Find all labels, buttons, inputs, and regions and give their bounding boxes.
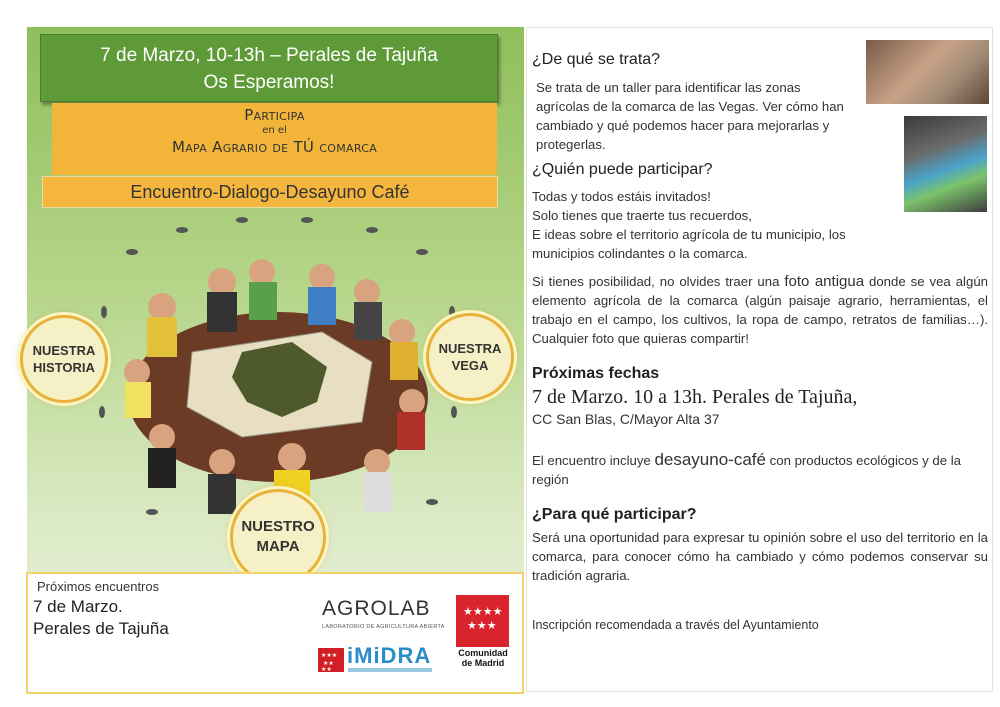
heading-proximas-fechas: Próximas fechas	[532, 365, 660, 382]
circle-nuestra-vega	[426, 313, 514, 401]
circle-vega-line2: VEGA	[451, 358, 489, 373]
next-meetings-label: Próximos encuentros	[37, 579, 160, 594]
date-banner	[40, 34, 498, 102]
next-meetings-place: Perales de Tajuña	[33, 619, 169, 638]
imidra-underline	[348, 668, 432, 672]
a2-line3: E ideas sobre el territorio agrícola de tu municipio, los	[532, 227, 846, 242]
svg-text:★★: ★★	[321, 666, 332, 672]
imidra-logo: iMiDRA	[347, 643, 432, 668]
agrolab-logo: AGROLAB	[322, 597, 431, 620]
madrid-flag-icon	[318, 648, 344, 672]
participa-line1: Participa	[244, 106, 305, 124]
participa-line2: en el	[262, 125, 287, 136]
text-de-que-se-trata	[536, 78, 866, 154]
heading-para-que-participar: ¿Para qué participar?	[532, 506, 697, 523]
svg-text:★★: ★★	[323, 660, 334, 667]
cm-line1: Comunidad	[458, 648, 508, 658]
agrolab-tagline: LABORATORIO DE AGRICULTURA ABIERTA	[322, 624, 445, 630]
text-foto-antigua	[532, 272, 988, 348]
inscripcion-note: Inscripción recomendada a través del Ayuntamiento	[532, 618, 819, 632]
comunidad-madrid-flag-icon	[456, 595, 509, 647]
workshop-photo-2	[904, 116, 987, 212]
circle-mapa-line2: MAPA	[256, 538, 300, 555]
a1-line1: Se trata de un taller para identificar las zonas	[536, 80, 801, 95]
circle-nuestro-mapa	[230, 489, 326, 585]
next-meetings-date: 7 de Marzo.	[33, 597, 123, 616]
event-date-line: 7 de Marzo, 10-13h – Perales de Tajuña	[100, 45, 438, 66]
a3-foto-antigua: foto antigua	[784, 273, 865, 290]
cm-line2: de Madrid	[461, 658, 505, 668]
circle-mapa-line1: NUESTRO	[241, 518, 315, 535]
a1-line3: cambiado y qué podemos hacer para mejorarlas y	[536, 118, 830, 133]
heading-de-que-se-trata: ¿De qué se trata?	[532, 51, 661, 68]
a1-line2: agrícolas de la comarca de las Vegas. Ver cómo han	[536, 99, 844, 114]
encuentro-banner: Encuentro-Dialogo-Desayuno Café	[42, 176, 498, 208]
a2-line1: Todas y todos estáis invitados!	[532, 189, 711, 204]
a1-line4: protegerlas.	[536, 137, 606, 152]
circle-nuestra-historia	[20, 315, 108, 403]
text-quien-puede-participar	[532, 187, 900, 263]
desayuno-cafe: desayuno-café	[654, 450, 766, 469]
svg-text:★★★: ★★★	[467, 619, 497, 632]
a2-line4: municipios colindantes o la comarca.	[532, 246, 748, 261]
a3-pre: Si tienes posibilidad, no olvides traer una	[532, 274, 780, 289]
heading-quien-puede-participar: ¿Quién puede participar?	[532, 161, 713, 178]
svg-text:★★★★: ★★★★	[463, 605, 503, 618]
desayuno-pre: El encuentro incluye	[532, 453, 651, 468]
event-address: CC San Blas, C/Mayor Alta 37	[532, 411, 720, 427]
a3-post: donde se vea algún elemento agrícola de la comarca (algún paisaje agrario, herramientas, el trabajo en el campo, los cultivos, la ropa de campo, retratos de familias…). Cualquier foto que quieras compartir!	[532, 274, 988, 346]
svg-text:★★★: ★★★	[321, 652, 338, 659]
participa-line3: Mapa Agrario de TÚ comarca	[171, 138, 378, 156]
circle-vega-line1: NUESTRA	[438, 341, 502, 356]
a2-line2: Solo tienes que traerte tus recuerdos,	[532, 208, 752, 223]
welcome-text: Os Esperamos!	[203, 72, 335, 93]
text-para-que-participar: Será una oportunidad para expresar tu opinión sobre el uso del territorio en la comarca, para conocer cómo ha cambiado y cómo podemos conservar su tradición agraria.	[532, 530, 988, 583]
circle-historia-line1: NUESTRA	[32, 343, 96, 358]
participa-box	[52, 103, 497, 175]
workshop-photo-1	[866, 40, 989, 104]
desayuno-post: con productos ecológicos y de la región	[532, 453, 961, 487]
text-desayuno	[532, 450, 982, 489]
comunidad-madrid-text	[454, 648, 512, 668]
event-date-big: 7 de Marzo. 10 a 13h. Perales de Tajuña,	[532, 386, 858, 408]
circle-historia-line2: HISTORIA	[33, 360, 95, 375]
